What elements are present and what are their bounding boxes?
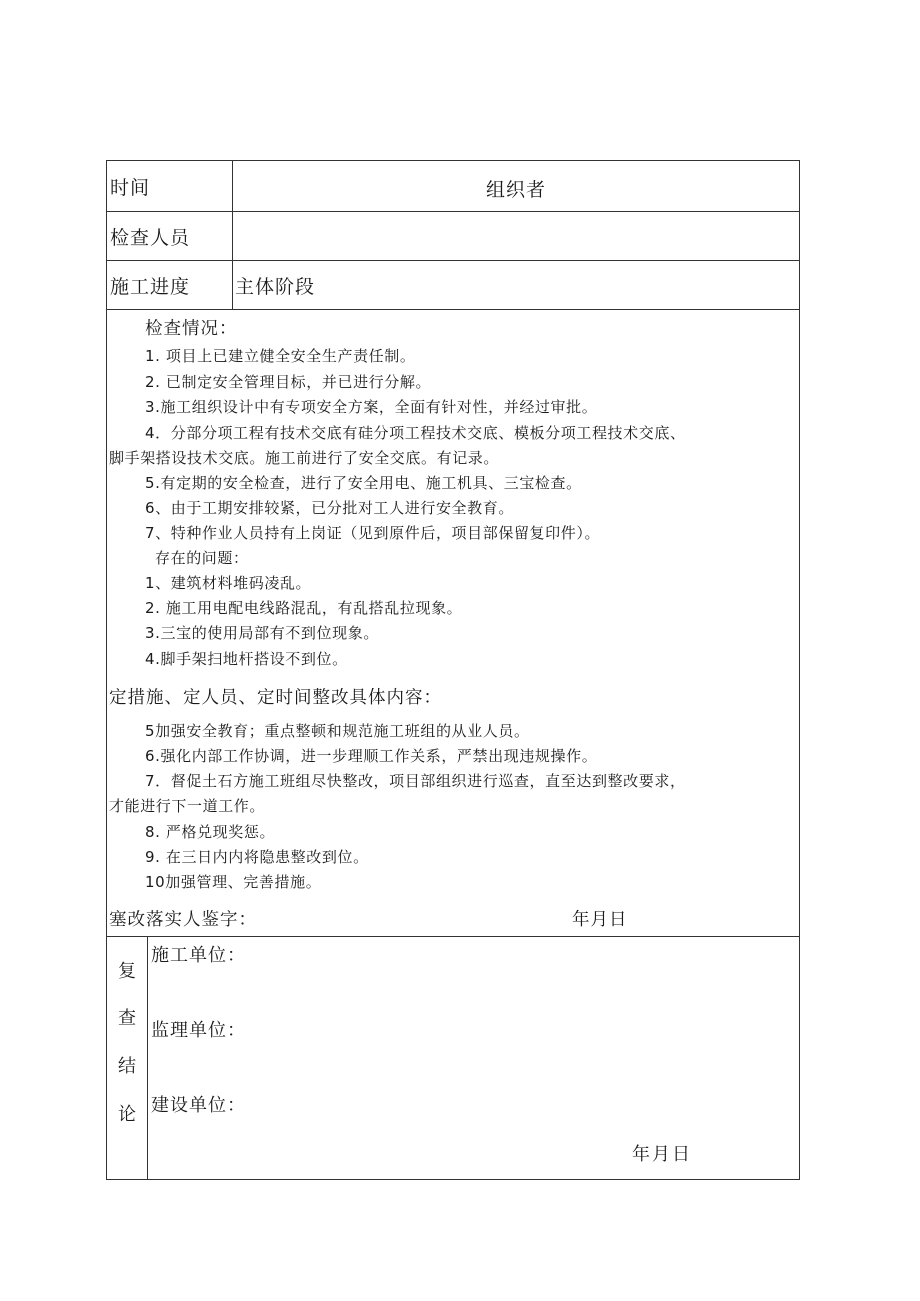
review-date: 年月日 (632, 1144, 692, 1165)
progress-value-cell (233, 261, 799, 309)
measure-item: 5加强安全教育；重点整顿和规范施工班组的从业人员。 (145, 722, 530, 740)
inspection-item: 6、由于工期安排较紧，已分批对工人进行安全教育。 (145, 499, 514, 517)
review-label-char: 结 (118, 1056, 136, 1077)
measure-item: 8. 严格兑现奖惩。 (145, 823, 276, 841)
inspector-value (233, 212, 799, 260)
problem-item: 1、建筑材料堆码凌乱。 (145, 574, 312, 592)
owner-unit-label: 建设单位： (151, 1095, 246, 1116)
organizer-label: 组织者 (486, 179, 547, 201)
signature-label: 塞改落实人鉴字： (109, 910, 257, 930)
inspector-label: 检查人员 (107, 212, 233, 260)
measure-item: 7．督促土石方施工班组尽快整改，项目部组织进行巡查，直至达到整改要求， (145, 772, 686, 790)
signature-date: 年月日 (572, 910, 628, 930)
measures-heading: 定措施、定人员、定时间整改具体内容： (109, 688, 442, 708)
problem-item: 2. 施工用电配电线路混乱，有乱搭乱拉现象。 (145, 599, 463, 617)
inspection-form (106, 160, 800, 1180)
inspection-item: 脚手架搭设技术交底。施工前进行了安全交底。有记录。 (109, 449, 500, 467)
row-time (107, 161, 799, 212)
progress-value: 主体阶段 (235, 275, 316, 298)
review-label-char: 查 (118, 1008, 136, 1029)
inspection-item: 1. 项目上已建立健全安全生产责任制。 (145, 347, 416, 365)
problem-item: 4.脚手架扫地杆搭设不到位。 (145, 650, 348, 668)
problems-heading: 存在的问题： (155, 549, 249, 567)
inspection-item: 5.有定期的安全检查，进行了安全用电、施工机具、三宝检查。 (145, 474, 582, 492)
row-inspector (107, 212, 799, 261)
problem-item: 3.三宝的使用局部有不到位现象。 (145, 624, 379, 642)
time-value-cell (233, 161, 799, 211)
inspection-heading: 检查情况： (145, 319, 238, 339)
construction-unit-label: 施工单位： (151, 945, 246, 966)
measure-item: 9. 在三日内内将隐患整改到位。 (145, 848, 369, 866)
inspection-item: 7、特种作业人员持有上岗证（见到原件后，项目部保留复印件）。 (145, 524, 601, 542)
review-section (107, 937, 799, 1179)
row-progress (107, 261, 799, 310)
inspection-details (107, 310, 799, 937)
inspection-item: 2. 已制定安全管理目标，并已进行分解。 (145, 373, 432, 391)
progress-label: 施工进度 (107, 261, 233, 309)
review-label-char: 论 (118, 1104, 136, 1125)
measure-item: 10加强管理、完善措施。 (145, 873, 322, 891)
inspection-item: 4．分部分项工程有技术交底有硅分项工程技术交底、模板分项工程技术交底、 (145, 424, 686, 442)
time-label: 时间 (107, 161, 233, 211)
review-label-cell (107, 937, 148, 1179)
inspection-item: 3.施工组织设计中有专项安全方案，全面有针对性，并经过审批。 (145, 398, 598, 416)
review-label-char: 复 (118, 961, 136, 982)
measure-item: 6.强化内部工作协调，进一步理顺工作关系，严禁出现违规操作。 (145, 747, 598, 765)
measure-item: 才能进行下一道工作。 (109, 797, 266, 815)
supervision-unit-label: 监理单位： (151, 1020, 246, 1041)
